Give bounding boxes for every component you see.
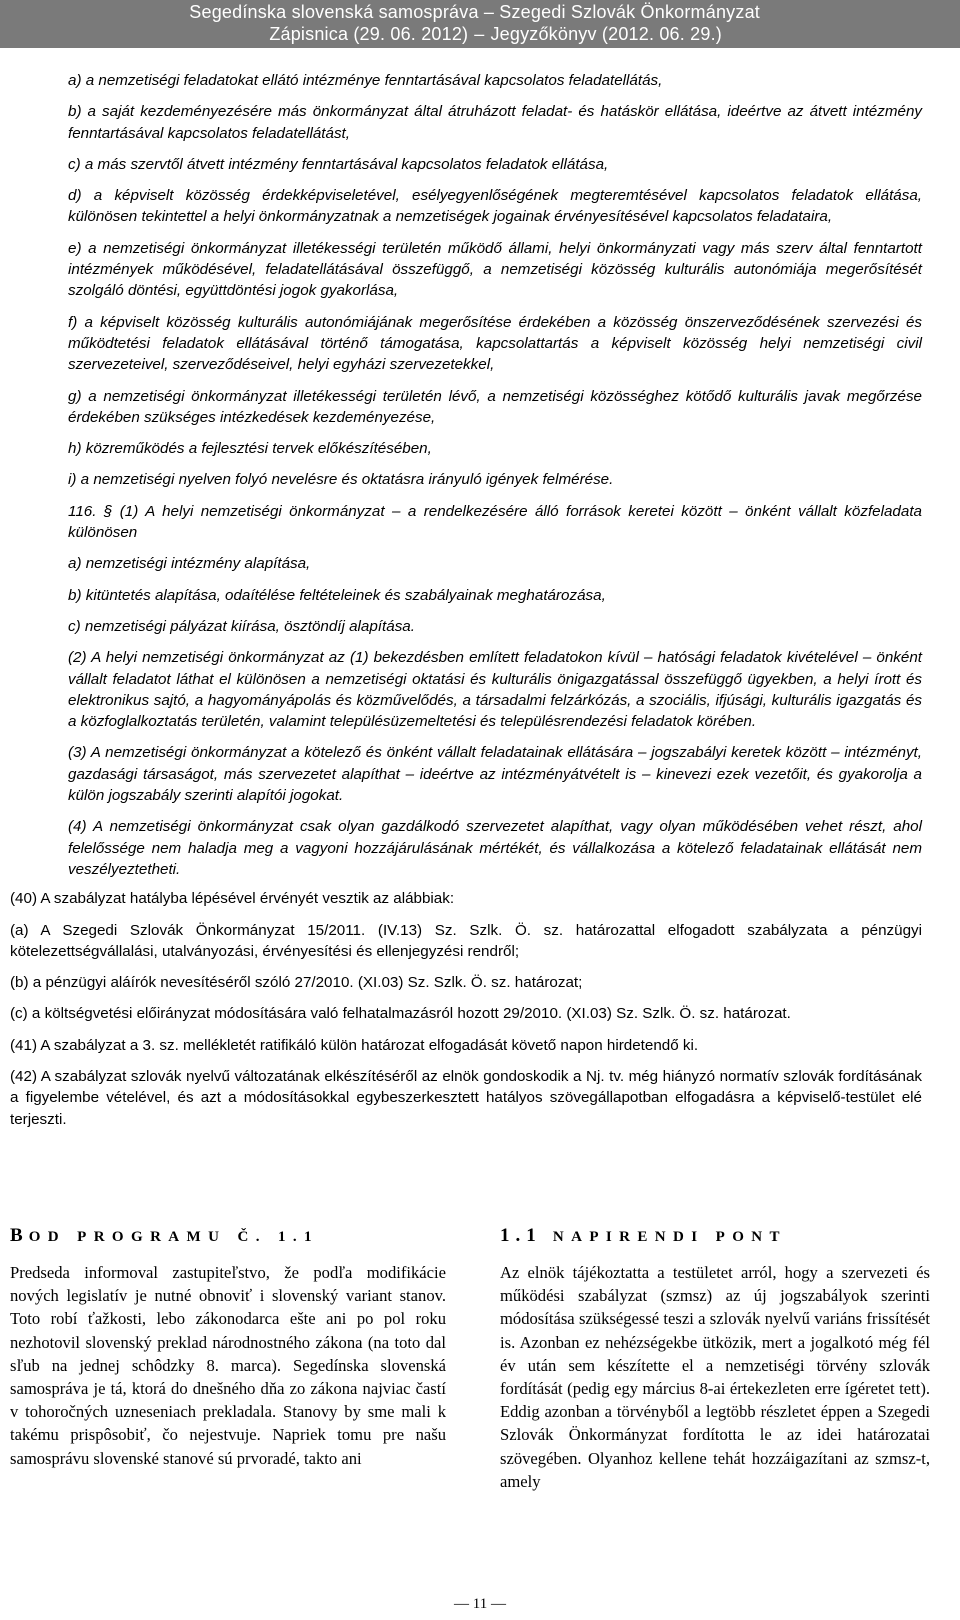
para-40: (40) A szabályzat hatályba lépésével érvényét vesztik az alábbiak:: [10, 890, 455, 908]
list-item-c: c) a más szervtől átvett intézmény fenntartásával kapcsolatos feladatok ellátása,: [68, 155, 609, 173]
hungarian-heading-number: 1.1: [500, 1225, 542, 1246]
list-item-b: b) a saját kezdeményezésére más önkormányzat által átruházott feladat- és hatáskör ellátása, ideértve az átvett intézmény fenntartásával kapcsolatos feladatellátást,: [68, 103, 922, 142]
slovak-column: [10, 1225, 446, 1470]
list-item-h: h) közreműködés a fejlesztési tervek előkészítésében,: [68, 440, 432, 458]
header-subtitle: [269, 24, 722, 45]
slovak-text: Predseda informoval zastupiteľstvo, že podľa modifikácie nových legislatív je nutné obnoviť i slovenský variant stanov. Toto robí ťažkosti, lebo zákonodarca ešte ani po pol roku nezhotovil slovenský preklad národnostného zákona (na toto dal sľub na jednej schôdzky 8. marca). Segedínska slovenská samospráva je tá, ktorá do dnešného dňa zo zákona najviac častí v tohoročných uzneseniach prekladala. Stanovy by sme mali k takému prispôsobiť, čo nejestvuje. Napriek tomu pre našu samosprávu slovenské stanové sú prvoradé, takto ani: [10, 1263, 446, 1468]
quoted-law-section: [10, 70, 922, 880]
section-116-para-3: (3) A nemzetiségi önkormányzat a kötelező és önként vállalt feladatainak ellátására – jogszabályi keretek között – intézményt, gazdasági társaságot, más szervezetet alapíthat – ideértve az intézményátvételt is – kinevezi ezek vezetőit, és gyakorolja a külön jogszabály szerinti alapítói jogokat.: [68, 744, 922, 805]
section-116-para-1: 116. § (1) A helyi nemzetiségi önkormányzat – a rendelkezésére álló források keretei között – önként vállalt közfeladata különösen: [68, 502, 922, 542]
list-item-a: a) a nemzetiségi feladatokat ellátó intézménye fenntartásával kapcsolatos feladatellátás,: [68, 72, 663, 89]
page-header: [0, 0, 960, 48]
section-116-para-4: (4) A nemzetiségi önkormányzat csak olyan gazdálkodó szervezetet alapíthat, vagy olyan működésében vehet részt, ahol felelőssége nem haladja meg a vagyoni hozzájárulásának mértékét, és vállalkozása a kötelező feladatainak ellátását nem veszélyeztetheti.: [68, 818, 922, 878]
section-116-para-2: (2) A helyi nemzetiségi önkormányzat az (1) bekezdésben említett feladatokon kívül – hatósági feladatok kivételével – önként vállalt feladatot láthat el különösen a nemzetiségi oktatási és kulturális önigazgatással összefüggő ügyekben, a helyi írott és elektronikus sajtó, a hagyományápolás és közművelődés, a társadalmi felzárkózás, a szociális, ifjúsági, kulturális igazgatás és a közfoglalkoztatás területén, valamint településüzemeltetési és településrendezési feladatok körében.: [68, 649, 922, 731]
hungarian-column: [500, 1225, 930, 1493]
header-title: Segedínska slovenská samospráva – Szegedi Szlovák Önkormányzat: [189, 2, 760, 22]
document-body: [10, 70, 922, 1130]
para-40-c: (c) a költségvetési előirányzat módosítására való felhatalmazásról hozott 29/2010. (XI.03) Sz. Szlk. Ö. sz. határozat.: [10, 1005, 791, 1023]
para-40-b: (b) a pénzügyi aláírók nevesítéséről szóló 27/2010. (XI.03) Sz. Szlk. Ö. sz. határozat;: [10, 974, 583, 992]
list-item-f: f) a képviselt közösség kulturális autonómiájának megerősítése érdekében a közösség önszerveződésének szervezési és működtetési feladatok ellátásával történő támogatása, kapcsolattartás a képviselt közösség helyi nemzetiségi civil szervezeteivel, szerveződéseivel, helyi egyházi szervezetekkel,: [68, 313, 922, 374]
header-minutes-hu: Jegyzőkönyv (2012. 06. 29.): [490, 24, 722, 44]
para-42: (42) A szabályzat szlovák nyelvű változatának elkészítéséről az elnök gondoskodik a Nj. tv. még hiányzó normatív szlovák fordításának a figyelembe vételével, és azt a módosításokkal egybeszerkesztett hatályos szövegállapotban elfogadásra a képviselő-testület elé terjeszti.: [10, 1067, 922, 1128]
hungarian-heading: [500, 1225, 930, 1247]
list-item-i: i) a nemzetiségi nyelven folyó nevelésre és oktatásra irányuló igények felmérése.: [68, 471, 614, 489]
slovak-heading: [10, 1225, 446, 1247]
section-116-item-b: b) kitüntetés alapítása, odaítélése feltételeinek és szabályainak meghatározása,: [68, 586, 606, 604]
section-116-item-c: c) nemzetiségi pályázat kiírása, ösztöndíj alapítása.: [68, 617, 415, 635]
hungarian-text: Az elnök tájékoztatta a testületet arról, hogy a szervezeti és működési szabályzat (szmsz) az új jogszabályok szerinti módosítása szükségessé teszi a szlovák nyelvű variáns frissítését is. Azonban ez nehézségekbe ütközik, mert a jogalkotó még fél év után sem készítette el a nemzetiségi törvény szlovák fordítását (pedig egy március 8-ai értekezleten erre ígéretet tett). Eddig azonban a törvényből a legtöbb részletet éppen a Szegedi Szlovák Önkormányzat fordította le az idei határozatai szövegében. Olyanhoz kellene tehát hozzáigazítani az szmsz-t, amely: [500, 1263, 930, 1491]
para-40-a: (a) A Szegedi Szlovák Önkormányzat 15/2011. (IV.13) Sz. Szlk. Ö. sz. határozattal elfogadott szabályzata a pénzügyi kötelezettségvállalási, utalványozási, érvényesítési és ellenjegyzési rendről;: [10, 921, 922, 960]
bilingual-columns: [10, 1225, 930, 1595]
slovak-heading-initial: B: [10, 1225, 29, 1246]
para-41: (41) A szabályzat a 3. sz. mellékletét ratifikáló külön határozat elfogadását követő napon hirdetendő ki.: [10, 1036, 699, 1054]
section-116-item-a: a) nemzetiségi intézmény alapítása,: [68, 555, 311, 573]
slovak-heading-rest: OD PROGRAMU Č. 1.1: [28, 1229, 319, 1245]
header-separator: –: [474, 24, 485, 44]
page-number: — 11 —: [454, 1596, 506, 1612]
list-item-d: d) a képviselt közösség érdekképviseletével, esélyegyenlőségének megteremtésével kapcsolatos feladatok ellátása, különösen tekintettel a helyi önkormányzatnak a nemzetiségek jogainak érvényesítésével kapcsolatos feladataira,: [68, 187, 922, 226]
hungarian-heading-rest: NAPIRENDI PONT: [552, 1229, 787, 1245]
header-minutes-sk: Zápisnica (29. 06. 2012): [269, 24, 469, 44]
list-item-e: e) a nemzetiségi önkormányzat illetékességi területén működő állami, helyi önkormányzati vagy más szerv által fenntartott intézmények működésével, feladatellátásával összefüggő, a nemzetiségi közösség kulturális autonómiája megerősítését szolgáló döntési, együttdöntési jogok gyakorlása,: [68, 239, 922, 300]
list-item-g: g) a nemzetiségi önkormányzat illetékességi területén lévő, a nemzetiségi közösséghez kötődő kulturális javak megőrzése érdekében szükséges intézkedések kezdeményezése,: [68, 387, 922, 426]
